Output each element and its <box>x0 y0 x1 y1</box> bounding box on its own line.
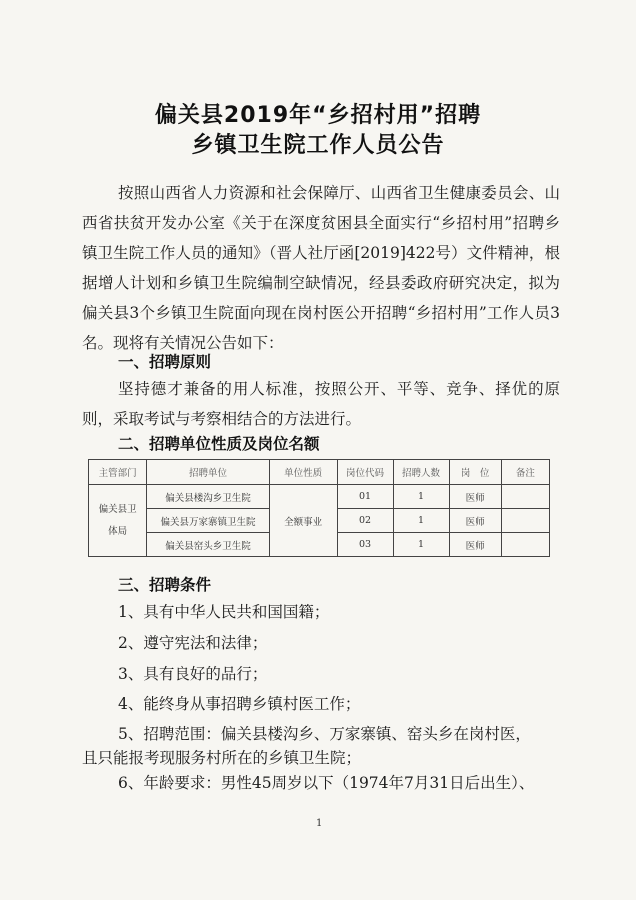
col-header-unit: 招聘单位 <box>147 460 270 485</box>
cell-note <box>501 533 549 557</box>
cell-unit: 偏关县万家寨镇卫生院 <box>147 509 270 533</box>
col-header-note: 备注 <box>501 460 549 485</box>
cell-code: 02 <box>337 509 393 533</box>
col-header-post: 岗 位 <box>449 460 501 485</box>
section-1-heading: 一、招聘原则 <box>118 353 212 371</box>
condition-item-1: 1、具有中华人民共和国国籍； <box>118 603 330 621</box>
section-3-heading: 三、招聘条件 <box>118 576 212 594</box>
col-header-count: 招聘人数 <box>393 460 449 485</box>
cell-nature: 全额事业 <box>269 485 337 557</box>
cell-post: 医师 <box>449 485 501 509</box>
cell-unit: 偏关县窑头乡卫生院 <box>147 533 270 557</box>
cell-count: 1 <box>393 533 449 557</box>
table-row <box>89 485 550 509</box>
condition-item-6: 6、年龄要求：男性45周岁以下（1974年7月31日后出生）、 <box>118 774 535 792</box>
intro-paragraph: 按照山西省人力资源和社会保障厅、山西省卫生健康委员会、山西省扶贫开发办公室《关于在深度贫困县全面实行“乡招村用”招聘乡镇卫生院工作人员的通知》（晋人社厅函[2019]422号）文件精神，根据增人计划和乡镇卫生院编制空缺情况，经县委政府研究决定，拟为偏关县3个乡镇卫生院面向现在岗村医公开招聘“乡招村用”工作人员3名。现将有关情况公告如下： <box>82 184 560 352</box>
cell-code: 01 <box>337 485 393 509</box>
condition-item-5-line-1: 5、招聘范围：偏关县楼沟乡、万家寨镇、窑头乡在岗村医， <box>118 725 531 743</box>
positions-table <box>88 459 550 557</box>
condition-item-5-line-2: 且只能报考现服务村所在的乡镇卫生院； <box>82 749 362 767</box>
cell-unit: 偏关县楼沟乡卫生院 <box>147 485 270 509</box>
cell-note <box>501 509 549 533</box>
cell-code: 03 <box>337 533 393 557</box>
cell-post: 医师 <box>449 509 501 533</box>
col-header-code: 岗位代码 <box>337 460 393 485</box>
section-1-text: 坚持德才兼备的用人标准，按照公开、平等、竞争、择优的原则，采取考试与考察相结合的方法进行。 <box>82 380 560 428</box>
condition-item-3: 3、具有良好的品行； <box>118 665 268 683</box>
table-header-row <box>89 460 550 485</box>
col-header-dept: 主管部门 <box>89 460 147 485</box>
cell-post: 医师 <box>449 533 501 557</box>
col-header-nature: 单位性质 <box>269 460 337 485</box>
title-line-2: 乡镇卫生院工作人员公告 <box>191 133 445 158</box>
cell-count: 1 <box>393 485 449 509</box>
cell-count: 1 <box>393 509 449 533</box>
condition-item-4: 4、能终身从事招聘乡镇村医工作； <box>118 695 361 713</box>
section-2-heading: 二、招聘单位性质及岗位名额 <box>118 435 320 453</box>
cell-dept: 偏关县卫体局 <box>89 485 147 557</box>
title-line-1: 偏关县2019年“乡招村用”招聘 <box>154 103 482 128</box>
cell-note <box>501 485 549 509</box>
condition-item-2: 2、遵守宪法和法律； <box>118 634 268 652</box>
page-number: 1 <box>316 818 323 829</box>
